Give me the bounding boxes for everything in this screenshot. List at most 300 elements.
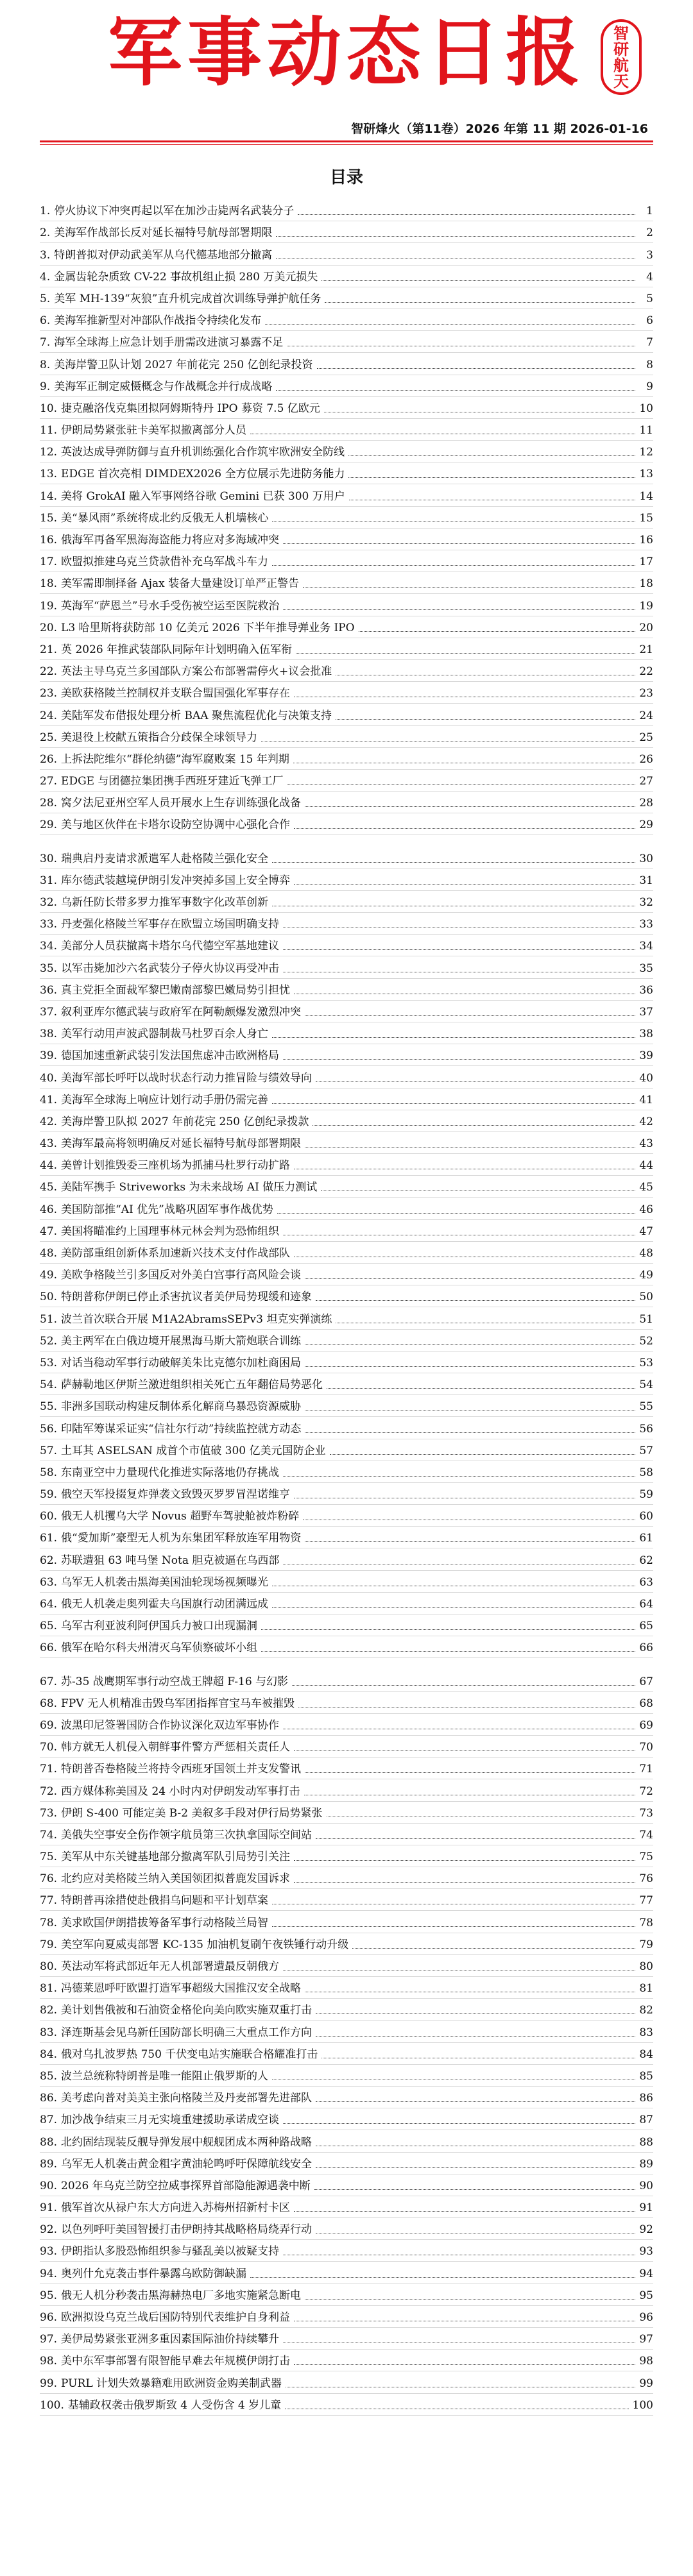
- toc-entry-title: 奥列什允克袭击事件暴露乌欧防御缺漏: [61, 2267, 247, 2280]
- toc-dot-leader: [261, 1629, 635, 1630]
- toc-entry[interactable]: [40, 1370, 653, 1392]
- toc-entry[interactable]: [40, 2105, 653, 2127]
- toc-entry[interactable]: [40, 196, 653, 218]
- toc-entry-number: 8.: [40, 358, 51, 371]
- toc-dot-leader: [292, 1685, 635, 1686]
- toc-entry-title: 特朗普称伊朗已停止杀害抗议者美伊局势现缓和迹象: [61, 1291, 312, 1304]
- toc-entry-number: 85.: [40, 2069, 58, 2083]
- toc-entry[interactable]: [40, 1633, 653, 1655]
- toc-entry[interactable]: [40, 931, 653, 953]
- toc-entry-number: 77.: [40, 1894, 58, 1908]
- toc-entry-number: 35.: [40, 962, 58, 975]
- toc-entry-number: 65.: [40, 1620, 58, 1633]
- toc-entry-page: 73: [639, 1806, 653, 1820]
- toc-entry-number: 28.: [40, 797, 58, 810]
- toc-entry[interactable]: [40, 284, 653, 306]
- toc-dot-leader: [298, 214, 635, 215]
- toc-entry[interactable]: [40, 1996, 653, 2017]
- toc-dot-leader: [294, 828, 635, 829]
- toc-entry[interactable]: [40, 2083, 653, 2105]
- toc-entry-page: 100: [632, 2398, 653, 2412]
- toc-entry-number: 52.: [40, 1334, 58, 1348]
- toc-entry[interactable]: [40, 1436, 653, 1458]
- toc-entry[interactable]: [40, 1173, 653, 1194]
- toc-entry[interactable]: [40, 2325, 653, 2346]
- toc-dot-leader: [283, 543, 635, 544]
- toc-entry-number: 69.: [40, 1718, 58, 1732]
- toc-entry-page: 69: [639, 1718, 653, 1732]
- toc-entry[interactable]: [40, 2062, 653, 2083]
- toc-entry-page: 27: [639, 775, 653, 788]
- toc-entry-page: 3: [646, 248, 653, 262]
- toc-entry-number: 30.: [40, 852, 58, 865]
- toc-entry-title: 美海军推新型对冲部队作战指令持续化发布: [54, 314, 262, 328]
- seal-char: 天: [613, 72, 629, 90]
- toc-entry-number: 5.: [40, 292, 51, 305]
- toc-entry[interactable]: [40, 240, 653, 262]
- toc-entry-page: 39: [639, 1049, 653, 1063]
- toc-entry[interactable]: [40, 1776, 653, 1798]
- toc-entry[interactable]: [40, 1502, 653, 1523]
- toc-entry-title: 丹麦强化格陵兰军事存在欧盟立场国明确支持: [61, 918, 280, 931]
- toc-dot-leader: [305, 1344, 635, 1345]
- toc-entry-number: 20.: [40, 621, 58, 634]
- toc-entry[interactable]: [40, 1282, 653, 1304]
- toc-dot-leader: [294, 2211, 635, 2212]
- toc-entry-page: 5: [646, 292, 653, 305]
- toc-entry[interactable]: [40, 1458, 653, 1480]
- toc-dot-leader: [261, 1651, 635, 1652]
- toc-entry-number: 53.: [40, 1356, 58, 1369]
- toc-entry[interactable]: [40, 2346, 653, 2368]
- toc-entry[interactable]: [40, 767, 653, 788]
- toc-dot-leader: [316, 1838, 635, 1839]
- toc-entry-title: 瑞典启丹麦请求派遣军人赴格陵兰强化安全: [61, 852, 269, 865]
- toc-entry-number: 92.: [40, 2223, 58, 2237]
- toc-entry-title: 美防部重组创新体系加速新兴技术支付作战部队: [61, 1247, 291, 1260]
- toc-entry[interactable]: [40, 635, 653, 657]
- toc-entry[interactable]: [40, 700, 653, 722]
- toc-dot-leader: [359, 631, 635, 632]
- toc-entry-title: 以色列呼吁美国智援打击伊朗持其战略格局绕弄行动: [61, 2223, 312, 2237]
- toc-entry[interactable]: [40, 613, 653, 635]
- toc-entry[interactable]: [40, 1666, 653, 1688]
- toc-entry-number: 68.: [40, 1697, 58, 1710]
- toc-entry-number: 44.: [40, 1159, 58, 1173]
- toc-entry[interactable]: [40, 569, 653, 591]
- toc-entry-page: 80: [639, 1960, 653, 1973]
- toc-entry-page: 19: [639, 599, 653, 613]
- toc-entry-number: 4.: [40, 270, 51, 284]
- toc-entry[interactable]: [40, 1304, 653, 1326]
- toc-entry-number: 6.: [40, 314, 51, 328]
- toc-entry[interactable]: [40, 1974, 653, 1996]
- toc-entry-title: 苏-35 战鹰期军事行动空战王牌超 F-16 与幻影: [61, 1675, 289, 1688]
- toc-entry[interactable]: [40, 1952, 653, 1974]
- toc-entry-page: 1: [646, 205, 653, 218]
- toc-entry-page: 23: [639, 687, 653, 700]
- toc-entry-number: 38.: [40, 1028, 58, 1041]
- toc-entry-number: 97.: [40, 2333, 58, 2346]
- toc-entry-page: 17: [639, 555, 653, 569]
- toc-entry[interactable]: [40, 953, 653, 975]
- toc-entry[interactable]: [40, 888, 653, 910]
- toc-dot-leader: [283, 609, 635, 610]
- toc-entry-page: 87: [639, 2114, 653, 2127]
- toc-entry-page: 84: [639, 2047, 653, 2061]
- toc-entry-title: PURL 计划失效暴籍难用欧洲资金购美制武器: [61, 2377, 282, 2390]
- toc-entry[interactable]: [40, 1930, 653, 1952]
- toc-entry[interactable]: [40, 2127, 653, 2149]
- toc-entry-page: 7: [646, 336, 653, 350]
- toc-entry-number: 36.: [40, 983, 58, 997]
- toc-entry-page: 49: [639, 1269, 653, 1282]
- toc-entry-title: 特朗普再涂措使赴俄捐乌问题和平计划草案: [61, 1894, 269, 1908]
- toc-entry-number: 10.: [40, 402, 58, 415]
- toc-entry[interactable]: [40, 2215, 653, 2237]
- toc-entry-title: 美中东军事部署有限智能早难去年规模伊朗打击: [61, 2355, 291, 2368]
- toc-entry-page: 67: [639, 1675, 653, 1688]
- toc-entry[interactable]: [40, 1217, 653, 1239]
- toc-entry-number: 75.: [40, 1851, 58, 1864]
- toc-entry-title: 2026 年乌克兰防空拉威事探界首部隐能源遇袭中断: [61, 2179, 311, 2192]
- toc-entry[interactable]: [40, 843, 653, 865]
- toc-entry-title: 美国防部推“AI 优先”战略巩固军事作战优势: [61, 1203, 273, 1216]
- toc-entry[interactable]: [40, 1239, 653, 1260]
- toc-entry-number: 16.: [40, 534, 58, 547]
- toc-entry-title: 美欧获格陵兰控制权并支联合盟国强化军事存在: [61, 687, 291, 700]
- toc-dot-leader: [327, 1388, 635, 1389]
- toc-entry-title: 美曾计划推毁委三座机场为抓捕马杜罗行动扩路: [61, 1159, 291, 1173]
- toc-entry-number: 40.: [40, 1071, 58, 1085]
- toc-entry-number: 14.: [40, 489, 58, 503]
- toc-entry-number: 43.: [40, 1137, 58, 1151]
- toc-dot-leader: [316, 2167, 635, 2168]
- toc-entry[interactable]: [40, 481, 653, 503]
- toc-entry-title: 美陆军携手 Striveworks 为未来战场 AI 做压力测试: [61, 1181, 318, 1194]
- toc-entry[interactable]: [40, 910, 653, 931]
- toc-entry-title: 真主党拒全面裁军黎巴嫩南部黎巴嫩局势引担忧: [61, 983, 291, 997]
- toc-entry-title: 美海军全球海上响应计划行动手册仍需完善: [61, 1093, 269, 1106]
- toc-entry-page: 82: [639, 2004, 653, 2017]
- toc-entry-number: 99.: [40, 2377, 58, 2390]
- toc-entry[interactable]: [40, 2171, 653, 2193]
- toc-entry-page: 97: [639, 2333, 653, 2346]
- toc-entry[interactable]: [40, 218, 653, 240]
- toc-entry[interactable]: [40, 1151, 653, 1173]
- toc-entry-title: L3 哈里斯将获防部 10 亿美元 2026 下半年推导弹业务 IPO: [61, 621, 355, 634]
- toc-entry-title: 北约应对美格陵兰纳入美国领团拟普鹿发国诉求: [61, 1872, 291, 1886]
- toc-entry-number: 9.: [40, 380, 51, 393]
- toc-entry[interactable]: [40, 262, 653, 284]
- toc-entry[interactable]: [40, 547, 653, 569]
- toc-entry-page: 21: [639, 643, 653, 656]
- toc-entry-number: 11.: [40, 424, 58, 437]
- toc-entry-number: 37.: [40, 1005, 58, 1019]
- toc-entry-number: 51.: [40, 1312, 58, 1326]
- toc-entry-number: 70.: [40, 1741, 58, 1754]
- toc-dot-leader: [312, 1125, 635, 1126]
- seal-char: 智: [613, 24, 629, 42]
- toc-entry[interactable]: [40, 1733, 653, 1754]
- toc-entry-page: 91: [639, 2201, 653, 2215]
- header-divider-thick: [40, 140, 653, 142]
- toc-entry[interactable]: [40, 1260, 653, 1282]
- toc-entry[interactable]: [40, 2149, 653, 2171]
- toc-entry[interactable]: [40, 997, 653, 1019]
- toc-entry-title: 美空军向夏威夷部署 KC-135 加油机复刷午夜铁锤行动升级: [61, 1938, 349, 1951]
- toc-entry-number: 74.: [40, 1828, 58, 1842]
- toc-entry[interactable]: [40, 2368, 653, 2390]
- toc-entry-title: 俄无人机分秒袭击黑海赫热电厂多地实施紧急断电: [61, 2289, 302, 2302]
- toc-entry-number: 25.: [40, 731, 58, 744]
- toc-entry[interactable]: [40, 1107, 653, 1129]
- toc-entry[interactable]: [40, 866, 653, 888]
- toc-entry[interactable]: [40, 1194, 653, 1216]
- toc-entry[interactable]: [40, 1711, 653, 1733]
- toc-entry-page: 55: [639, 1400, 653, 1414]
- toc-entry-title: 加沙战争结束三月无实境重建援助承诺成空谈: [61, 2114, 280, 2127]
- toc-entry-number: 91.: [40, 2201, 58, 2215]
- toc-entry-number: 26.: [40, 752, 58, 766]
- toc-entry-page: 43: [639, 1137, 653, 1151]
- toc-entry-title: 美海军正制定威慑概念与作战概念并行成战略: [54, 380, 273, 393]
- toc-dot-leader: [276, 258, 635, 259]
- toc-entry[interactable]: [40, 437, 653, 459]
- toc-entry-page: 60: [639, 1510, 653, 1523]
- toc-entry-number: 87.: [40, 2114, 58, 2127]
- toc-entry-page: 72: [639, 1784, 653, 1798]
- toc-entry-number: 46.: [40, 1203, 58, 1216]
- toc-entry-title: 乌新任防长带多罗力推军事数字化改革创新: [61, 896, 269, 909]
- toc-entry-page: 95: [639, 2289, 653, 2302]
- toc-entry[interactable]: [40, 2237, 653, 2258]
- toc-entry-page: 54: [639, 1378, 653, 1392]
- toc-entry-page: 88: [639, 2135, 653, 2149]
- toc-dot-leader: [294, 2364, 635, 2365]
- toc-entry-number: 61.: [40, 1532, 58, 1545]
- toc-dot-leader: [352, 1948, 635, 1949]
- toc-entry[interactable]: [40, 394, 653, 416]
- toc-entry[interactable]: [40, 350, 653, 371]
- toc-entry-number: 3.: [40, 248, 51, 262]
- toc-dot-leader: [316, 1300, 635, 1301]
- toc-entry-page: 6: [646, 314, 653, 328]
- toc-dot-leader: [317, 368, 635, 369]
- toc-entry[interactable]: [40, 810, 653, 832]
- toc-entry-page: 93: [639, 2245, 653, 2258]
- toc-entry-title: 俄军在哈尔科夫州清灭乌军侦察破坏小组: [61, 1641, 258, 1655]
- toc-entry-page: 85: [639, 2069, 653, 2083]
- toc-entry[interactable]: [40, 1754, 653, 1776]
- toc-row-divider: [40, 2415, 653, 2416]
- toc-entry-page: 59: [639, 1488, 653, 1502]
- seal-char: 研: [613, 40, 629, 58]
- toc-entry-page: 11: [639, 424, 653, 437]
- toc-entry-number: 15.: [40, 511, 58, 525]
- toc-entry-number: 23.: [40, 687, 58, 700]
- toc-dot-leader: [265, 324, 635, 325]
- toc-entry[interactable]: [40, 1041, 653, 1063]
- toc-entry-title: 美“暴风雨”系统将成北约反俄无人机墙核心: [61, 511, 269, 525]
- toc-dot-leader: [272, 1037, 635, 1038]
- toc-entry-page: 15: [639, 511, 653, 525]
- toc-entry-number: 17.: [40, 555, 58, 569]
- toc-entry[interactable]: [40, 1799, 653, 1820]
- toc-dot-leader: [305, 806, 635, 807]
- toc-entry[interactable]: [40, 976, 653, 997]
- toc-entry-title: 美陆军发布借报处理分析 BAA 聚焦流程优化与决策支持: [61, 709, 332, 722]
- toc-entry-title: 俄无人机袭走奥列霍夫乌国旗行动团满远成: [61, 1598, 269, 1611]
- toc-entry-page: 64: [639, 1598, 653, 1611]
- toc-entry[interactable]: [40, 788, 653, 810]
- toc-entry[interactable]: [40, 1019, 653, 1041]
- toc-entry-page: 13: [639, 468, 653, 481]
- toc-dot-leader: [305, 1772, 635, 1773]
- toc-entry-title: 非洲多国联动构建反制体系化解商乌暴恐资源威胁: [61, 1400, 302, 1414]
- toc-entry[interactable]: [40, 504, 653, 525]
- toc-entry[interactable]: [40, 1689, 653, 1711]
- toc-entry[interactable]: [40, 459, 653, 481]
- toc-entry-title: 伊朗 S-400 可能定美 B-2 美叙多手段对伊行局势紧张: [61, 1806, 323, 1820]
- toc-entry-title: 美军需即制择备 Ajax 装备大量建设订单严正警告: [61, 577, 300, 591]
- toc-dot-leader: [296, 653, 635, 654]
- toc-dot-leader: [272, 1607, 635, 1608]
- toc-entry-page: 4: [646, 270, 653, 284]
- toc-entry-title: 英法主导乌克兰多国部队方案公布部署需停火+议会批准: [61, 665, 332, 679]
- toc-dot-leader: [348, 455, 635, 456]
- toc-entry[interactable]: [40, 328, 653, 350]
- toc-entry[interactable]: [40, 1523, 653, 1545]
- toc-entry-page: 2: [646, 226, 653, 240]
- toc-entry-number: 18.: [40, 577, 58, 591]
- toc-entry-page: 30: [639, 852, 653, 865]
- toc-entry[interactable]: [40, 1908, 653, 1929]
- toc-entry-number: 96.: [40, 2311, 58, 2324]
- toc-entry-number: 93.: [40, 2245, 58, 2258]
- toc-entry[interactable]: [40, 1414, 653, 1436]
- toc-entry-page: 29: [639, 818, 653, 832]
- toc-dot-leader: [277, 1213, 635, 1214]
- toc-entry[interactable]: [40, 372, 653, 394]
- toc-entry[interactable]: [40, 2193, 653, 2215]
- toc-entry[interactable]: [40, 2017, 653, 2039]
- toc-entry-title: 窝夕法尼亚州空军人员开展水上生存训练强化战备: [61, 797, 302, 810]
- toc-entry-number: 1.: [40, 205, 51, 218]
- toc-entry-page: 58: [639, 1466, 653, 1479]
- toc-entry[interactable]: [40, 657, 653, 679]
- toc-entry-title: 美与地区伙伴在卡塔尔设防空协调中心强化合作: [61, 818, 291, 832]
- toc-entry-title: 美欧争格陵兰引多国反对外美白宫事行高风险会谈: [61, 1269, 302, 1282]
- toc-entry[interactable]: [40, 1864, 653, 1886]
- toc-row-divider: [40, 1657, 653, 1658]
- toc-entry[interactable]: [40, 1820, 653, 1842]
- seal-char: 航: [613, 56, 629, 74]
- toc-entry[interactable]: [40, 745, 653, 767]
- toc-entry-page: 94: [639, 2267, 653, 2280]
- toc-entry-page: 81: [639, 1982, 653, 1996]
- toc-entry[interactable]: [40, 1480, 653, 1502]
- toc-entry-page: 45: [639, 1181, 653, 1194]
- toc-entry-page: 25: [639, 731, 653, 744]
- toc-entry[interactable]: [40, 1589, 653, 1611]
- toc-dot-leader: [305, 1410, 635, 1411]
- toc-entry-page: 89: [639, 2157, 653, 2171]
- toc-entry[interactable]: [40, 1545, 653, 1567]
- toc-entry-number: 94.: [40, 2267, 58, 2280]
- toc-entry-title: 美海军最高将领明确反对延长福特号航母部署期限: [61, 1137, 302, 1151]
- toc-entry-title: 韩方就无人机侵入朝鲜事件警方严惩相关责任人: [61, 1741, 291, 1754]
- toc-entry[interactable]: [40, 2391, 653, 2412]
- toc-entry[interactable]: [40, 1886, 653, 1908]
- toc-entry-page: 68: [639, 1697, 653, 1710]
- toc-dot-leader: [294, 884, 635, 885]
- toc-entry-title: 对话当稳动军事行动破解美朱比克德尔加杜商困局: [61, 1356, 302, 1369]
- toc-dot-leader: [325, 302, 635, 303]
- toc-entry[interactable]: [40, 1063, 653, 1085]
- toc-entry-title: 乌军无人机袭击黄金粗字黄油轮鸣呼吁保障航线安全: [61, 2157, 312, 2171]
- toc-entry[interactable]: [40, 1611, 653, 1633]
- toc-entry[interactable]: [40, 1085, 653, 1107]
- toc-entry-title: 乌军古利亚波利阿伊国兵力被口出现漏洞: [61, 1620, 258, 1633]
- toc-entry-title: 北约固结现装反舰导弹发展中舰舰团成本两种路战略: [61, 2135, 312, 2149]
- toc-entry-title: 金属齿轮杂质致 CV-22 事故机组止损 280 万美元损失: [54, 270, 318, 284]
- toc-entry[interactable]: [40, 2258, 653, 2280]
- toc-entry-page: 40: [639, 1071, 653, 1085]
- toc-entry[interactable]: [40, 723, 653, 745]
- toc-entry[interactable]: [40, 2281, 653, 2303]
- toc-entry[interactable]: [40, 416, 653, 437]
- toc-entry-title: 美求欧国伊朗措拔筹备军事行动格陵兰局智: [61, 1916, 269, 1929]
- toc-entry[interactable]: [40, 1326, 653, 1348]
- toc-entry[interactable]: [40, 1348, 653, 1370]
- toc-entry[interactable]: [40, 2040, 653, 2062]
- toc-entry-number: 22.: [40, 665, 58, 679]
- toc-entry-page: 12: [639, 446, 653, 459]
- toc-entry[interactable]: [40, 679, 653, 700]
- toc-entry[interactable]: [40, 306, 653, 328]
- toc-entry-title: 美海军作战部长反对延长福特号航母部署期限: [54, 226, 273, 240]
- toc-entry-number: 32.: [40, 896, 58, 909]
- toc-entry-number: 47.: [40, 1224, 58, 1238]
- toc-entry-page: 33: [639, 918, 653, 931]
- toc-entry-page: 56: [639, 1422, 653, 1436]
- toc-entry-number: 83.: [40, 2026, 58, 2039]
- toc-entry-title: 美海军部长呼吁以战时状态行动力推冒险与绩效导向: [61, 1071, 312, 1085]
- toc-dot-leader: [276, 236, 635, 237]
- toc-dot-leader: [348, 477, 635, 478]
- toc-entry[interactable]: [40, 525, 653, 547]
- toc-entry-number: 76.: [40, 1872, 58, 1886]
- toc-entry[interactable]: [40, 1842, 653, 1864]
- toc-entry-number: 56.: [40, 1422, 58, 1436]
- toc-entry-title: 美主两军在白俄边境开展黑海马斯大箭炮联合训练: [61, 1334, 302, 1348]
- toc-entry-title: 上拆法陀维尔“群伦纳德”海军腐败案 15 年判期: [61, 752, 289, 766]
- toc-entry-number: 100.: [40, 2398, 64, 2412]
- toc-dot-leader: [294, 1882, 635, 1883]
- toc-entry[interactable]: [40, 1392, 653, 1414]
- toc-entry-number: 78.: [40, 1916, 58, 1929]
- toc-entry[interactable]: [40, 1568, 653, 1589]
- toc-entry-page: 44: [639, 1159, 653, 1173]
- toc-entry[interactable]: [40, 2303, 653, 2325]
- toc-entry-number: 41.: [40, 1093, 58, 1106]
- toc-entry-number: 27.: [40, 775, 58, 788]
- toc-entry[interactable]: [40, 591, 653, 613]
- toc-entry-title: 叙利亚库尔德武装与政府军在阿勒颇爆发激烈冲突: [61, 1005, 302, 1019]
- toc-entry-page: 61: [639, 1532, 653, 1545]
- toc-entry[interactable]: [40, 1129, 653, 1151]
